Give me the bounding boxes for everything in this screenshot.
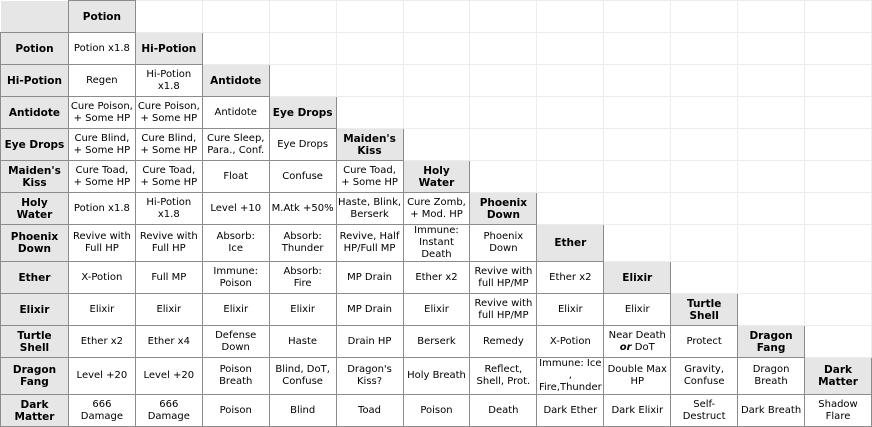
mix-result-cell: Cure Blind, + Some HP (135, 129, 202, 161)
mix-result-cell: Absorb: Thunder (269, 225, 336, 262)
mix-result-cell: Revive with Full HP (68, 225, 135, 262)
empty-cell (202, 33, 269, 65)
row-header-phoenix-down: Phoenix Down (1, 225, 69, 262)
mix-result-cell: Cure Poison, + Some HP (68, 97, 135, 129)
mix-result-cell: Poison (403, 395, 470, 427)
mix-result-cell: Hi-Potion x1.8 (135, 65, 202, 97)
empty-cell (738, 97, 805, 129)
empty-cell (671, 1, 738, 33)
empty-cell (470, 161, 537, 193)
empty-cell (336, 65, 403, 97)
empty-cell (671, 262, 738, 294)
row-header-dragon-fang: Dragon Fang (1, 358, 69, 395)
mix-result-cell: Remedy (470, 326, 537, 358)
mix-result-cell: Elixir (604, 294, 671, 326)
mix-result-cell: Haste, Blink, Berserk (336, 193, 403, 225)
mix-result-cell: Elixir (202, 294, 269, 326)
empty-cell (738, 225, 805, 262)
mix-result-cell: Shadow Flare (805, 395, 872, 427)
mix-result-cell: Float (202, 161, 269, 193)
mix-result-cell: Potion x1.8 (68, 193, 135, 225)
mix-result-cell: Reflect, Shell, Prot. (470, 358, 537, 395)
table-row (1, 33, 872, 65)
empty-cell (604, 225, 671, 262)
empty-cell (537, 97, 604, 129)
mix-result-cell: 666 Damage (135, 395, 202, 427)
empty-cell (604, 1, 671, 33)
mix-result-cell: Cure Toad, + Some HP (68, 161, 135, 193)
empty-cell (403, 1, 470, 33)
mix-result-cell: Phoenix Down (470, 225, 537, 262)
row-header-potion: Potion (1, 33, 69, 65)
mix-result-cell: Absorb: Ice (202, 225, 269, 262)
column-header-phoenix-down: Phoenix Down (470, 193, 537, 225)
mix-result-cell: Revive with full HP/MP (470, 262, 537, 294)
empty-cell (470, 129, 537, 161)
empty-cell (805, 326, 872, 358)
mix-result-cell: Double Max HP (604, 358, 671, 395)
column-header-turtle-shell: Turtle Shell (671, 294, 738, 326)
column-header-elixir: Elixir (604, 262, 671, 294)
mix-result-cell: Level +10 (202, 193, 269, 225)
mix-result-cell: Cure Sleep, Para., Conf. (202, 129, 269, 161)
mix-result-cell: Cure Toad, + Some HP (135, 161, 202, 193)
mix-result-cell: Ether x4 (135, 326, 202, 358)
mix-result-cell: 666 Damage (68, 395, 135, 427)
mix-result-cell: Elixir (68, 294, 135, 326)
empty-cell (537, 1, 604, 33)
mix-result-cell: Dark Elixir (604, 395, 671, 427)
empty-cell (738, 193, 805, 225)
empty-cell (805, 1, 872, 33)
table-row (1, 326, 872, 358)
empty-cell (269, 65, 336, 97)
mix-result-cell: Elixir (269, 294, 336, 326)
row-header-hi-potion: Hi-Potion (1, 65, 69, 97)
empty-cell (671, 97, 738, 129)
empty-cell (604, 193, 671, 225)
empty-cell (537, 129, 604, 161)
column-header-holy-water: Holy Water (403, 161, 470, 193)
row-header-maiden-s-kiss: Maiden's Kiss (1, 161, 69, 193)
mix-result-cell: Regen (68, 65, 135, 97)
table-row (1, 262, 872, 294)
mix-result-cell: X-Potion (537, 326, 604, 358)
mix-result-cell: Drain HP (336, 326, 403, 358)
empty-cell (805, 294, 872, 326)
mix-result-cell: Immune: Ice , Fire,Thunder (537, 358, 604, 395)
column-header-antidote: Antidote (202, 65, 269, 97)
empty-cell (805, 262, 872, 294)
empty-cell (537, 65, 604, 97)
empty-cell (738, 294, 805, 326)
empty-cell (202, 1, 269, 33)
mix-result-cell: Cure Poison, + Some HP (135, 97, 202, 129)
mix-result-cell: Eye Drops (269, 129, 336, 161)
empty-cell (805, 225, 872, 262)
mix-result-cell: Dragon's Kiss? (336, 358, 403, 395)
empty-cell (403, 129, 470, 161)
empty-cell (671, 65, 738, 97)
empty-cell (738, 1, 805, 33)
table-row (1, 294, 872, 326)
mix-result-cell: Ether x2 (537, 262, 604, 294)
mix-result-cell: Defense Down (202, 326, 269, 358)
corner-cell (1, 1, 69, 33)
mix-result-cell: Poison (202, 395, 269, 427)
empty-cell (537, 33, 604, 65)
empty-cell (738, 262, 805, 294)
empty-cell (671, 193, 738, 225)
column-header-dark-matter: Dark Matter (805, 358, 872, 395)
empty-cell (336, 33, 403, 65)
empty-cell (135, 1, 202, 33)
table-row (1, 161, 872, 193)
empty-cell (805, 129, 872, 161)
mix-result-cell: Absorb: Fire (269, 262, 336, 294)
empty-cell (470, 1, 537, 33)
empty-cell (738, 161, 805, 193)
empty-cell (805, 161, 872, 193)
empty-cell (537, 193, 604, 225)
empty-cell (805, 33, 872, 65)
mix-result-cell: MP Drain (336, 262, 403, 294)
table-row (1, 358, 872, 395)
empty-cell (336, 97, 403, 129)
column-header-ether: Ether (537, 225, 604, 262)
mix-result-cell: Berserk (403, 326, 470, 358)
column-header-dragon-fang: Dragon Fang (738, 326, 805, 358)
mix-result-cell: Death (470, 395, 537, 427)
empty-cell (403, 97, 470, 129)
empty-cell (805, 97, 872, 129)
empty-cell (604, 129, 671, 161)
mix-result-cell: Blind, DoT, Confuse (269, 358, 336, 395)
empty-cell (403, 65, 470, 97)
or-separator: or (619, 341, 632, 353)
mix-result-cell: Immune: Poison (202, 262, 269, 294)
column-header-potion: Potion (68, 1, 135, 33)
mix-result-cell: Antidote (202, 97, 269, 129)
mix-result-cell: Revive with full HP/MP (470, 294, 537, 326)
mix-result-cell: Potion x1.8 (68, 33, 135, 65)
row-header-dark-matter: Dark Matter (1, 395, 69, 427)
mix-result-cell: Elixir (135, 294, 202, 326)
mix-result-cell: Toad (336, 395, 403, 427)
mix-result-cell: Confuse (269, 161, 336, 193)
mix-result-cell: Dragon Breath (738, 358, 805, 395)
mix-result-cell: Ether x2 (68, 326, 135, 358)
empty-cell (537, 161, 604, 193)
table-row (1, 129, 872, 161)
mix-result-cell: Dark Breath (738, 395, 805, 427)
table-row (1, 65, 872, 97)
mix-result-cell: M.Atk +50% (269, 193, 336, 225)
empty-cell (604, 97, 671, 129)
header-row (1, 1, 872, 33)
mix-result-cell: Hi-Potion x1.8 (135, 193, 202, 225)
empty-cell (470, 97, 537, 129)
table-row (1, 225, 872, 262)
mix-result-cell: Elixir (403, 294, 470, 326)
mix-result-cell: Self-Destruct (671, 395, 738, 427)
mix-result-cell: Protect (671, 326, 738, 358)
mix-result-cell: Level +20 (135, 358, 202, 395)
row-header-elixir: Elixir (1, 294, 69, 326)
mix-result-cell: Level +20 (68, 358, 135, 395)
table-row (1, 193, 872, 225)
table-row (1, 395, 872, 427)
empty-cell (336, 1, 403, 33)
mix-result-cell: Blind (269, 395, 336, 427)
table-row (1, 97, 872, 129)
empty-cell (671, 225, 738, 262)
column-header-maiden-s-kiss: Maiden's Kiss (336, 129, 403, 161)
row-header-antidote: Antidote (1, 97, 69, 129)
empty-cell (269, 33, 336, 65)
row-header-ether: Ether (1, 262, 69, 294)
empty-cell (738, 129, 805, 161)
mix-result-cell: Revive, Half HP/Full MP (336, 225, 403, 262)
mix-result-cell: Poison Breath (202, 358, 269, 395)
empty-cell (403, 33, 470, 65)
empty-cell (805, 65, 872, 97)
empty-cell (269, 1, 336, 33)
empty-cell (671, 129, 738, 161)
mix-result-cell: Full MP (135, 262, 202, 294)
mix-result-cell: MP Drain (336, 294, 403, 326)
mix-result-cell: Cure Blind, + Some HP (68, 129, 135, 161)
mix-result-cell: Immune: Instant Death (403, 225, 470, 262)
mix-result-cell: X-Potion (68, 262, 135, 294)
empty-cell (671, 33, 738, 65)
mix-result-cell: Dark Ether (537, 395, 604, 427)
empty-cell (738, 65, 805, 97)
empty-cell (671, 161, 738, 193)
empty-cell (805, 193, 872, 225)
empty-cell (604, 161, 671, 193)
mix-result-cell: Holy Breath (403, 358, 470, 395)
empty-cell (470, 33, 537, 65)
mix-result-cell: Near Death or DoT (604, 326, 671, 358)
row-header-holy-water: Holy Water (1, 193, 69, 225)
empty-cell (604, 33, 671, 65)
mix-result-cell: Cure Zomb, + Mod. HP (403, 193, 470, 225)
mix-result-cell: Elixir (537, 294, 604, 326)
row-header-turtle-shell: Turtle Shell (1, 326, 69, 358)
row-header-eye-drops: Eye Drops (1, 129, 69, 161)
mix-result-cell: Gravity, Confuse (671, 358, 738, 395)
mix-result-cell: Haste (269, 326, 336, 358)
empty-cell (604, 65, 671, 97)
mix-result-cell: Ether x2 (403, 262, 470, 294)
empty-cell (470, 65, 537, 97)
column-header-hi-potion: Hi-Potion (135, 33, 202, 65)
mix-result-cell: Cure Toad, + Some HP (336, 161, 403, 193)
empty-cell (738, 33, 805, 65)
mix-result-cell: Revive with Full HP (135, 225, 202, 262)
column-header-eye-drops: Eye Drops (269, 97, 336, 129)
